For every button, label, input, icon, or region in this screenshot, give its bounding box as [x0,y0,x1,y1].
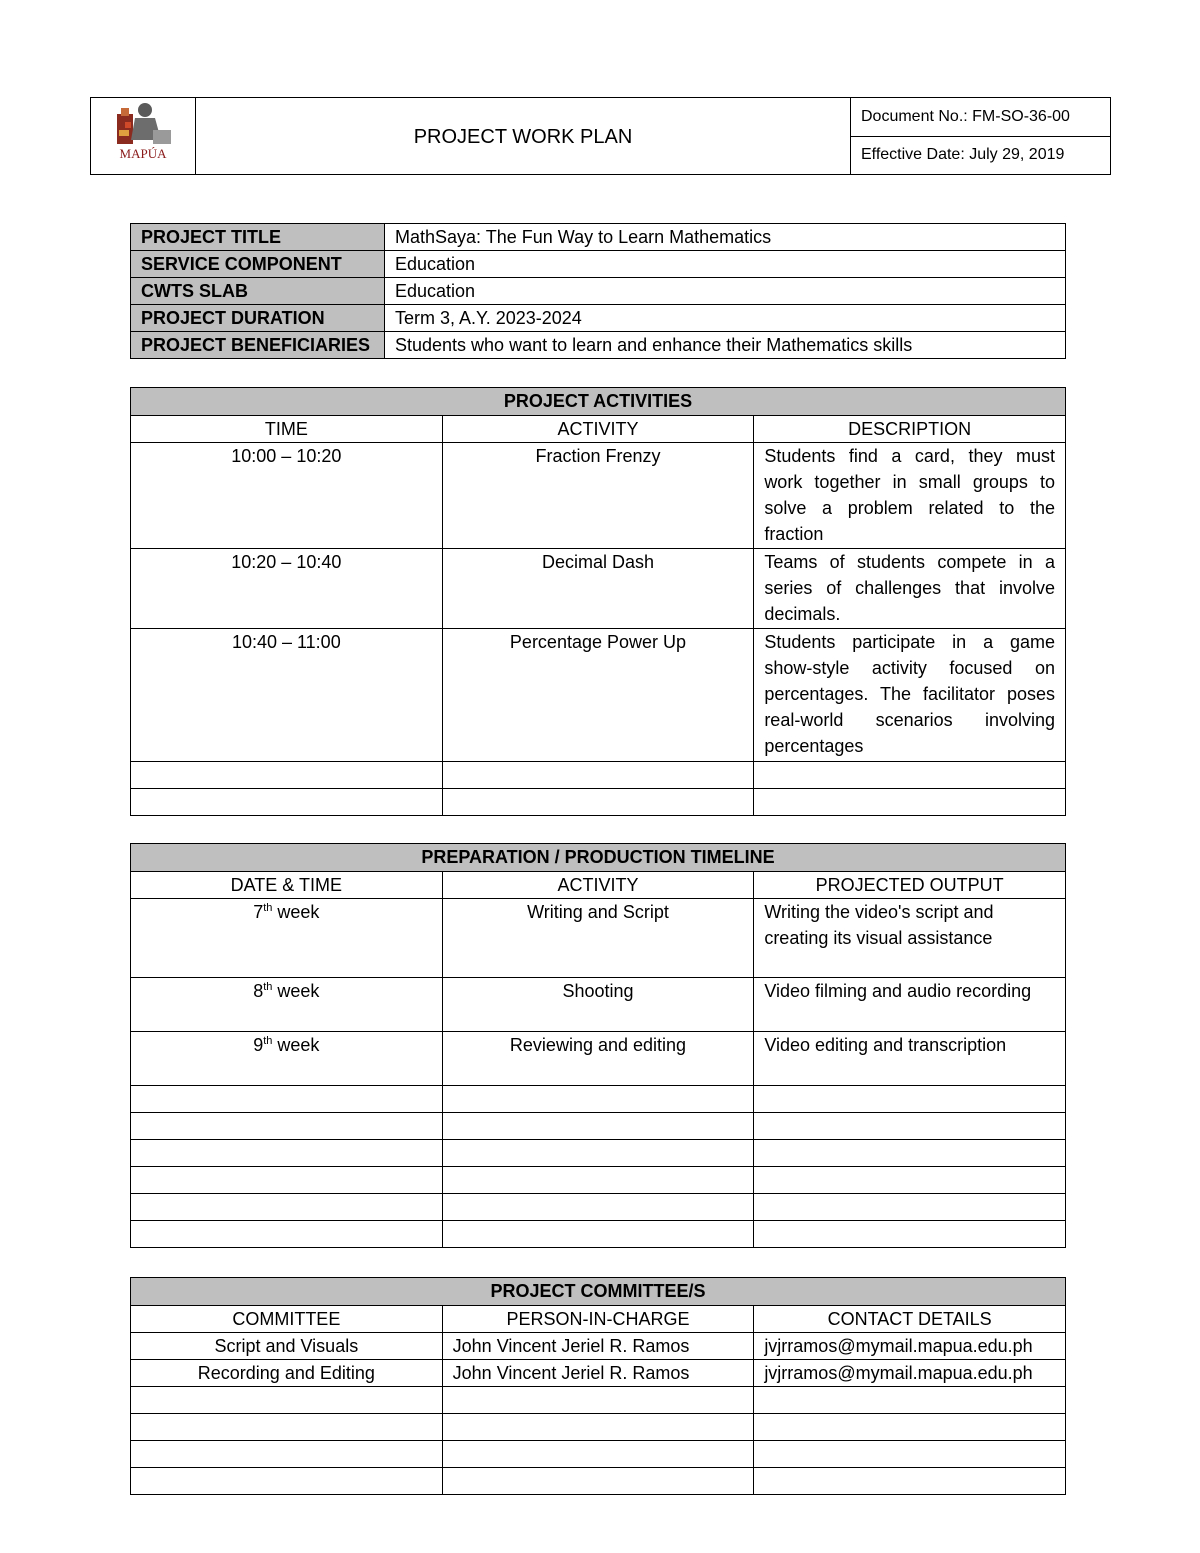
info-row [131,305,1066,332]
committee-name: Recording and Editing [131,1360,443,1387]
section-heading: PREPARATION / PRODUCTION TIMELINE [131,844,1066,872]
activity-name: Decimal Dash [442,549,754,629]
empty-row [131,1441,1066,1468]
activity-time: 10:20 – 10:40 [131,549,443,629]
info-label: PROJECT DURATION [131,305,385,332]
committee-name: Script and Visuals [131,1333,443,1360]
activity-time: 10:40 – 11:00 [131,629,443,762]
page-title: PROJECT WORK PLAN [196,98,851,175]
empty-row [131,1086,1066,1113]
info-value: Term 3, A.Y. 2023-2024 [385,305,1066,332]
empty-row [131,1194,1066,1221]
empty-row [131,789,1066,816]
column-header: ACTIVITY [442,872,754,899]
timeline-output: Writing the video's script and creating its visual assistance [754,899,1066,978]
info-label: SERVICE COMPONENT [131,251,385,278]
table-row [131,1333,1066,1360]
logo-cell [91,98,196,175]
table-row [131,1032,1066,1086]
timeline-week: 7th week [131,899,443,978]
activity-description: Teams of students compete in a series of challenges that involve decimals. [754,549,1066,629]
mapua-logo [111,100,175,166]
table-row [131,629,1066,762]
empty-row [131,1221,1066,1248]
table-row [131,978,1066,1032]
document-number: Document No.: FM-SO-36-00 [851,98,1111,137]
table-row [131,549,1066,629]
person-in-charge: John Vincent Jeriel R. Ramos [442,1360,754,1387]
column-header: DESCRIPTION [754,416,1066,443]
column-header: TIME [131,416,443,443]
empty-row [131,1387,1066,1414]
timeline-activity: Shooting [442,978,754,1032]
info-value: Education [385,278,1066,305]
column-header: PROJECTED OUTPUT [754,872,1066,899]
table-row [131,443,1066,549]
info-label: PROJECT BENEFICIARIES [131,332,385,359]
production-timeline-table [130,843,1066,1248]
timeline-activity: Reviewing and editing [442,1032,754,1086]
activity-time: 10:00 – 10:20 [131,443,443,549]
activity-name: Fraction Frenzy [442,443,754,549]
empty-row [131,1113,1066,1140]
project-activities-table [130,387,1066,816]
project-committee-table [130,1277,1066,1495]
table-row [131,899,1066,978]
activity-description: Students participate in a game show-style activity focused on percentages. The facilitator poses real-world scenarios involving percentages [754,629,1066,762]
column-header: PERSON-IN-CHARGE [442,1306,754,1333]
info-row [131,278,1066,305]
empty-row [131,1468,1066,1495]
empty-row [131,1167,1066,1194]
column-header: CONTACT DETAILS [754,1306,1066,1333]
section-heading: PROJECT ACTIVITIES [131,388,1066,416]
info-row [131,251,1066,278]
info-value: Students who want to learn and enhance their Mathematics skills [385,332,1066,359]
timeline-week: 9th week [131,1032,443,1086]
svg-text:MAPÚA: MAPÚA [119,145,167,161]
timeline-output: Video editing and transcription [754,1032,1066,1086]
timeline-activity: Writing and Script [442,899,754,978]
info-value: Education [385,251,1066,278]
column-header: DATE & TIME [131,872,443,899]
info-label: PROJECT TITLE [131,224,385,251]
empty-row [131,762,1066,789]
document-header [90,97,1111,175]
empty-row [131,1414,1066,1441]
project-info-table [130,223,1066,359]
empty-row [131,1140,1066,1167]
info-label: CWTS SLAB [131,278,385,305]
activity-description: Students find a card, they must work together in small groups to solve a problem related to the fraction [754,443,1066,549]
person-in-charge: John Vincent Jeriel R. Ramos [442,1333,754,1360]
info-row [131,332,1066,359]
column-header: ACTIVITY [442,416,754,443]
contact-details: jvjrramos@mymail.mapua.edu.ph [754,1333,1066,1360]
activity-name: Percentage Power Up [442,629,754,762]
info-value: MathSaya: The Fun Way to Learn Mathematics [385,224,1066,251]
section-heading: PROJECT COMMITTEE/S [131,1278,1066,1306]
table-row [131,1360,1066,1387]
contact-details: jvjrramos@mymail.mapua.edu.ph [754,1360,1066,1387]
timeline-week: 8th week [131,978,443,1032]
info-row [131,224,1066,251]
timeline-output: Video filming and audio recording [754,978,1066,1032]
effective-date: Effective Date: July 29, 2019 [851,136,1111,175]
column-header: COMMITTEE [131,1306,443,1333]
